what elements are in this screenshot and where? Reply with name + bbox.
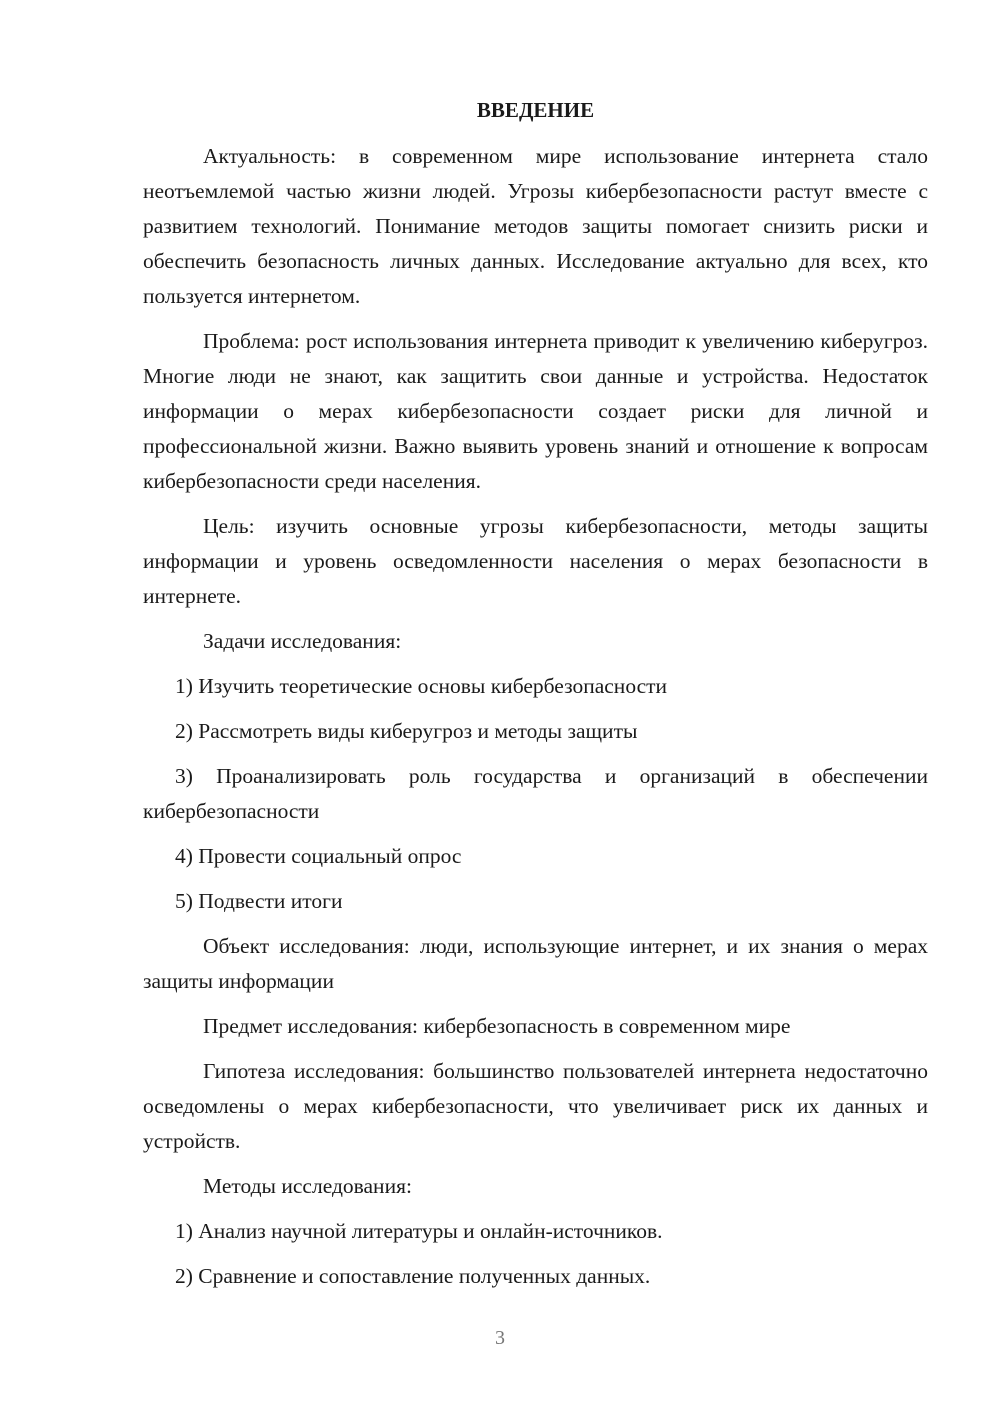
section-heading: ВВЕДЕНИЕ [476, 98, 595, 122]
subject-paragraph: Предмет исследования: кибербезопасность в современном мире [203, 1014, 791, 1038]
relevance-paragraph: Актуальность: в современном мире использование интернета стало неотъемлемой частью жизни людей. Угрозы кибербезопасности растут вместе с развитием технологий. Понимание методов защиты помогает снизить риски и обеспечить безопасность личных данных. Исследование актуально для всех, кто пользуется интернетом. [143, 144, 928, 308]
object-paragraph: Объект исследования: люди, использующие интернет, и их знания о мерах защиты информации [143, 934, 928, 993]
document-page [143, 95, 928, 1304]
task-item-4: 4) Провести социальный опрос [175, 844, 462, 868]
method-item-1: 1) Анализ научной литературы и онлайн-источников. [175, 1219, 663, 1243]
task-item-5: 5) Подвести итоги [175, 889, 343, 913]
task-item-1: 1) Изучить теоретические основы кибербезопасности [175, 674, 668, 698]
methods-title: Методы исследования: [203, 1174, 412, 1198]
page-number: 3 [495, 1327, 505, 1349]
method-item-2: 2) Сравнение и сопоставление полученных данных. [175, 1264, 651, 1288]
hypothesis-paragraph: Гипотеза исследования: большинство пользователей интернета недостаточно осведомлены о мерах кибербезопасности, что увеличивает риск их данных и устройств. [143, 1059, 928, 1153]
tasks-title: Задачи исследования: [203, 629, 402, 653]
problem-paragraph: Проблема: рост использования интернета приводит к увеличению киберугроз. Многие люди не знают, как защитить свои данные и устройства. Недостаток информации о мерах кибербезопасности создает риски для личной и профессиональной жизни. Важно выявить уровень знаний и отношение к вопросам кибербезопасности среди населения. [143, 329, 928, 493]
goal-paragraph: Цель: изучить основные угрозы кибербезопасности, методы защиты информации и уровень осведомленности населения о мерах безопасности в интернете. [143, 514, 928, 608]
task-item-3: 3) Проанализировать роль государства и организаций в обеспечении кибербезопасности [143, 764, 928, 823]
task-item-2: 2) Рассмотреть виды киберугроз и методы защиты [175, 719, 638, 743]
